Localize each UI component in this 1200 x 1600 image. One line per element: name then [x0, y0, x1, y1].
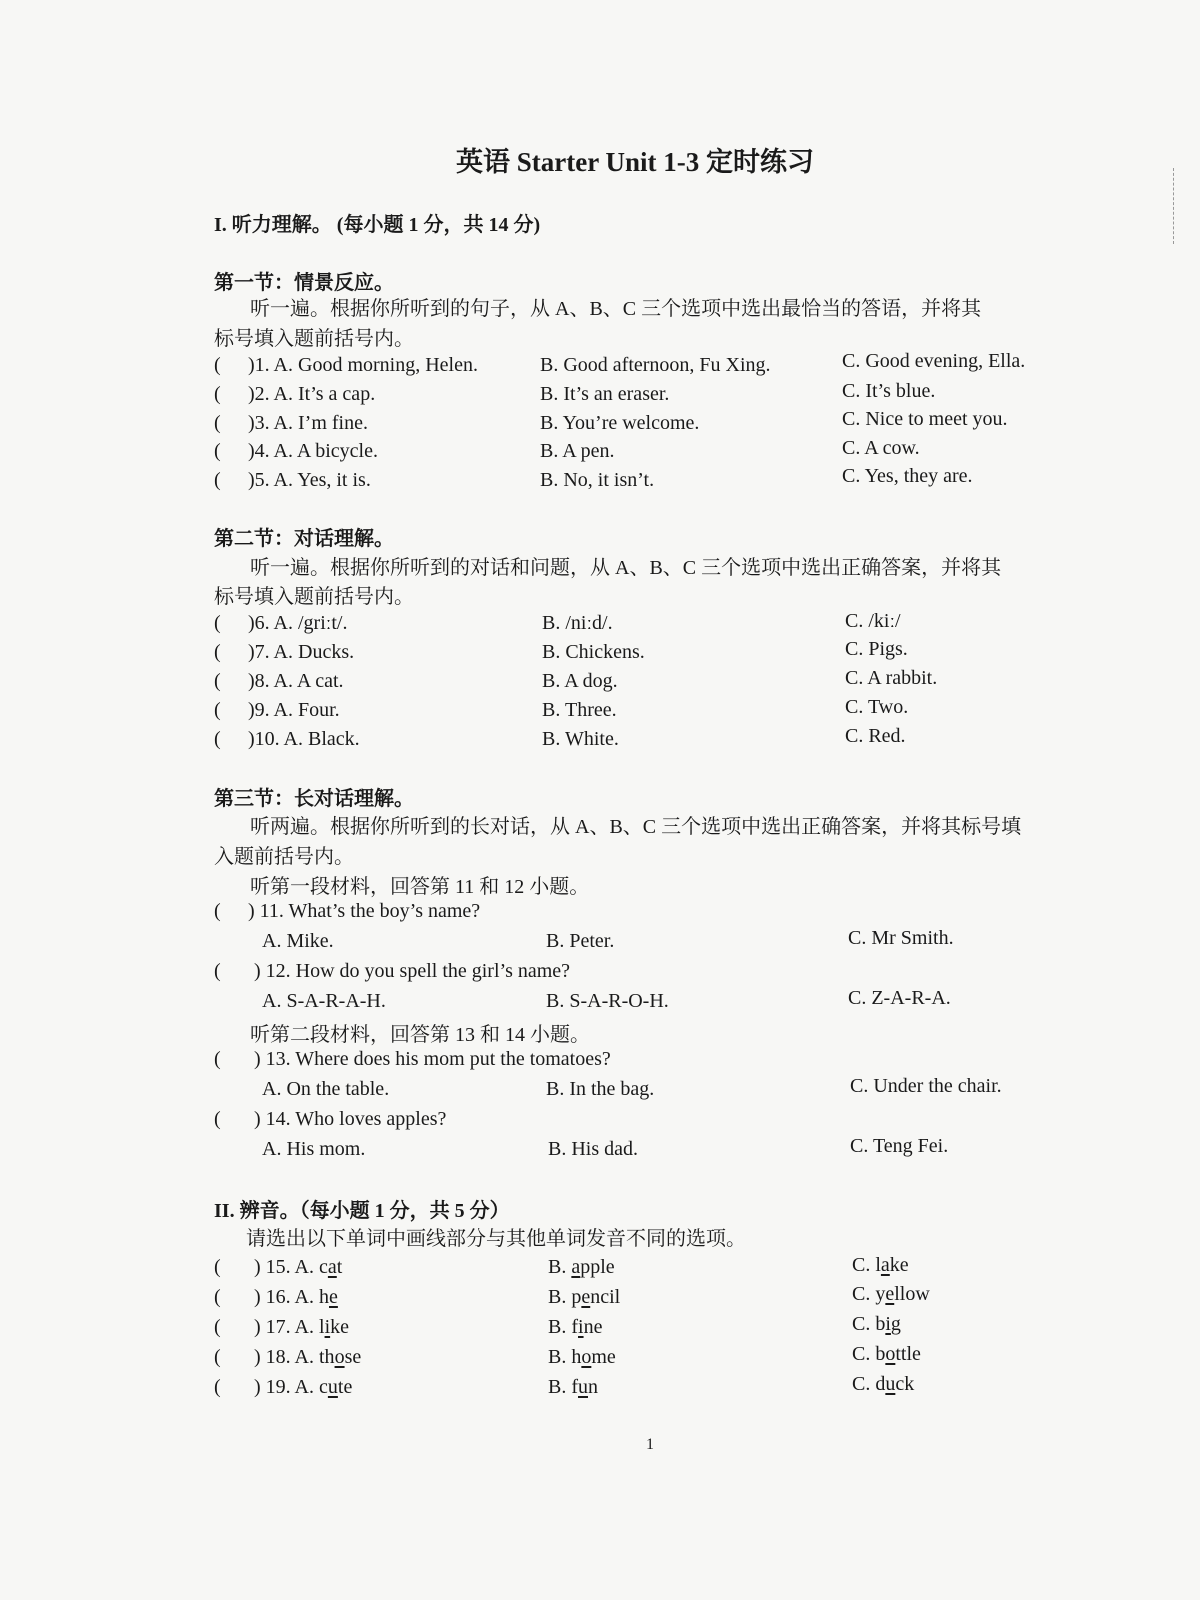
section3-heading: 第三节：长对话理解。	[214, 788, 414, 810]
answer-bracket[interactable]: (	[214, 354, 221, 376]
answer-bracket[interactable]: (	[214, 1286, 221, 1308]
answer-bracket[interactable]: (	[214, 612, 221, 634]
question-option-b: B. apple	[548, 1256, 615, 1278]
question-option-a: ) 17. A. like	[254, 1316, 350, 1338]
question-option-a: A. On the table.	[262, 1078, 390, 1100]
question-stem: ) 14. Who loves apples?	[254, 1108, 447, 1130]
question-option-c: C. Z-A-R-A.	[848, 987, 951, 1009]
answer-bracket[interactable]: (	[214, 670, 221, 692]
question-option-c: C. Yes, they are.	[842, 465, 973, 487]
question-option-a: )3. A. I’m fine.	[248, 412, 368, 434]
question-option-c: C. A cow.	[842, 437, 920, 459]
answer-bracket[interactable]: (	[214, 1048, 221, 1070]
question-option-b: B. No, it isn’t.	[540, 469, 655, 491]
question-option-a: )9. A. Four.	[248, 699, 340, 721]
question-option-c: C. Good evening, Ella.	[842, 350, 1026, 372]
question-option-a: )10. A. Black.	[248, 728, 360, 750]
question-option-a: ) 16. A. he	[254, 1286, 338, 1308]
question-option-a: )7. A. Ducks.	[248, 641, 355, 663]
page-number: 1	[646, 1436, 654, 1453]
question-option-c: C. /kiː/	[845, 610, 901, 632]
question-option-b: B. Chickens.	[542, 641, 645, 663]
question-option-a: ) 19. A. cute	[254, 1376, 353, 1398]
question-option-b: B. S-A-R-O-H.	[546, 990, 669, 1012]
question-stem: ) 11. What’s the boy’s name?	[248, 900, 481, 922]
question-option-b: B. White.	[542, 728, 619, 750]
question-option-b: B. /niːd/.	[542, 612, 613, 634]
part2-instruction: 请选出以下单词中画线部分与其他单词发音不同的选项。	[246, 1228, 746, 1250]
question-option-b: B. Three.	[542, 699, 617, 721]
question-option-b: B. It’s an eraser.	[540, 383, 670, 405]
question-option-c: C. Nice to meet you.	[842, 408, 1008, 430]
question-option-c: C. Two.	[845, 696, 909, 718]
answer-bracket[interactable]: (	[214, 469, 221, 491]
question-option-b: B. Good afternoon, Fu Xing.	[540, 354, 771, 376]
question-option-c: C. lake	[852, 1254, 909, 1276]
answer-bracket[interactable]: (	[214, 900, 221, 922]
question-option-b: B. fun	[548, 1376, 598, 1398]
question-option-c: C. Red.	[845, 725, 906, 747]
question-option-c: C. Teng Fei.	[850, 1135, 949, 1157]
part2-heading: II. 辨音。（每小题 1 分，共 5 分）	[214, 1200, 510, 1222]
answer-bracket[interactable]: (	[214, 641, 221, 663]
page-edge-mark	[1173, 168, 1176, 244]
question-option-c: C. big	[852, 1313, 901, 1335]
answer-bracket[interactable]: (	[214, 960, 221, 982]
question-option-a: A. His mom.	[262, 1138, 366, 1160]
answer-bracket[interactable]: (	[214, 412, 221, 434]
answer-bracket[interactable]: (	[214, 1108, 221, 1130]
question-option-c: C. Mr Smith.	[848, 927, 954, 949]
part1-heading: I. 听力理解。 (每小题 1 分，共 14 分)	[214, 214, 541, 236]
question-option-a: ) 15. A. cat	[254, 1256, 343, 1278]
question-option-b: B. fine	[548, 1316, 603, 1338]
answer-bracket[interactable]: (	[214, 1316, 221, 1338]
question-option-c: C. duck	[852, 1373, 915, 1395]
question-option-a: )2. A. It’s a cap.	[248, 383, 376, 405]
question-stem: ) 12. How do you spell the girl’s name?	[254, 960, 571, 982]
section1-instruction-line2: 标号填入题前括号内。	[214, 328, 414, 350]
question-option-b: B. pencil	[548, 1286, 621, 1308]
answer-bracket[interactable]: (	[214, 1256, 221, 1278]
question-option-b: B. home	[548, 1346, 616, 1368]
passage1-note: 听第一段材料，回答第 11 和 12 小题。	[250, 876, 590, 898]
question-option-a: )5. A. Yes, it is.	[248, 469, 371, 491]
question-option-b: B. In the bag.	[546, 1078, 655, 1100]
question-option-c: C. bottle	[852, 1343, 921, 1365]
question-option-c: C. yellow	[852, 1283, 930, 1305]
question-option-a: )1. A. Good morning, Helen.	[248, 354, 478, 376]
section2-instruction-line2: 标号填入题前括号内。	[214, 586, 414, 608]
question-option-a: A. S-A-R-A-H.	[262, 990, 386, 1012]
answer-bracket[interactable]: (	[214, 1346, 221, 1368]
question-option-a: )8. A. A cat.	[248, 670, 344, 692]
section2-instruction-line1: 听一遍。根据你所听到的对话和问题，从 A、B、C 三个选项中选出正确答案，并将其	[250, 557, 1002, 579]
answer-bracket[interactable]: (	[214, 383, 221, 405]
answer-bracket[interactable]: (	[214, 699, 221, 721]
section1-heading: 第一节：情景反应。	[214, 272, 394, 294]
section3-instruction-line1: 听两遍。根据你所听到的长对话，从 A、B、C 三个选项中选出正确答案，并将其标号填	[250, 816, 1022, 838]
question-option-c: C. Pigs.	[845, 638, 908, 660]
question-option-a: )6. A. /griːt/.	[248, 612, 348, 634]
page-title: 英语 Starter Unit 1-3 定时练习	[456, 147, 814, 177]
section3-instruction-line2: 入题前括号内。	[214, 846, 354, 868]
question-option-b: B. His dad.	[548, 1138, 638, 1160]
question-option-c: C. A rabbit.	[845, 667, 938, 689]
section1-instruction-line1: 听一遍。根据你所听到的句子，从 A、B、C 三个选项中选出最恰当的答语，并将其	[250, 298, 982, 320]
question-option-c: C. It’s blue.	[842, 380, 936, 402]
question-option-a: )4. A. A bicycle.	[248, 440, 378, 462]
question-option-b: B. You’re welcome.	[540, 412, 700, 434]
question-option-b: B. A dog.	[542, 670, 618, 692]
section2-heading: 第二节：对话理解。	[214, 528, 394, 550]
question-option-b: B. A pen.	[540, 440, 615, 462]
question-stem: ) 13. Where does his mom put the tomatoes?	[254, 1048, 611, 1070]
answer-bracket[interactable]: (	[214, 1376, 221, 1398]
answer-bracket[interactable]: (	[214, 728, 221, 750]
question-option-c: C. Under the chair.	[850, 1075, 1002, 1097]
answer-bracket[interactable]: (	[214, 440, 221, 462]
question-option-a: A. Mike.	[262, 930, 334, 952]
question-option-a: ) 18. A. those	[254, 1346, 362, 1368]
passage2-note: 听第二段材料，回答第 13 和 14 小题。	[250, 1024, 590, 1046]
question-option-b: B. Peter.	[546, 930, 615, 952]
